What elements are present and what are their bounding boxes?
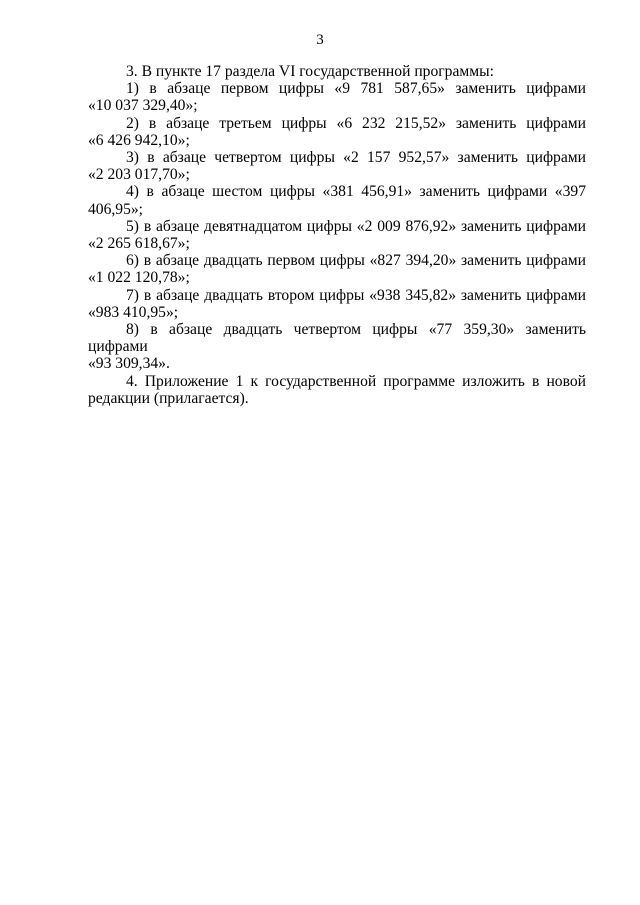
subitem-5-continuation (88, 235, 586, 252)
paragraph-line: «1 022 120,78»; (88, 269, 190, 287)
paragraph-line: 4. Приложение 1 к государственной программе изложить в новой (126, 372, 586, 390)
subitem-1-continuation (88, 97, 586, 114)
paragraph-item-3-intro (88, 63, 586, 80)
paragraph-line: 1) в абзаце первом цифры «9 781 587,65» заменить цифрами (126, 80, 586, 98)
paragraph-item-4 (88, 373, 586, 390)
paragraph-line: «2 203 017,70»; (88, 166, 190, 184)
paragraph-line: 4) в абзаце шестом цифры «381 456,91» заменить цифрами «397 406,95»; (88, 183, 586, 218)
paragraph-line: 3. В пункте 17 раздела VI государственной программы: (126, 63, 494, 80)
subitem-5 (88, 218, 586, 235)
paragraph-line: 3) в абзаце четвертом цифры «2 157 952,57» заменить цифрами (126, 149, 586, 167)
paragraph-line: «2 265 618,67»; (88, 235, 190, 253)
document-body (88, 63, 586, 407)
subitem-8 (88, 321, 586, 355)
subitem-3-continuation (88, 166, 586, 183)
subitem-6 (88, 252, 586, 269)
paragraph-line: 5) в абзаце девятнадцатом цифры «2 009 876,92» заменить цифрами (126, 217, 586, 235)
page-number: 3 (316, 32, 324, 48)
subitem-7 (88, 287, 586, 304)
paragraph-line: 6) в абзаце двадцать первом цифры «827 394,20» заменить цифрами (126, 252, 586, 270)
paragraph-item-4-continuation (88, 390, 586, 407)
subitem-1 (88, 80, 586, 97)
subitem-3 (88, 149, 586, 166)
subitem-6-continuation (88, 269, 586, 286)
paragraph-line: «983 410,95»; (88, 303, 179, 321)
subitem-4 (88, 183, 586, 217)
paragraph-line: «10 037 329,40»; (88, 97, 198, 115)
paragraph-line: 8) в абзаце двадцать четвертом цифры «77 359,30» заменить цифрами (88, 321, 586, 356)
paragraph-line: «6 426 942,10»; (88, 131, 190, 149)
subitem-2 (88, 115, 586, 132)
subitem-8-continuation (88, 355, 586, 372)
subitem-7-continuation (88, 304, 586, 321)
paragraph-line: редакции (прилагается). (88, 389, 249, 407)
subitem-2-continuation (88, 132, 586, 149)
paragraph-line: «93 309,34». (88, 355, 170, 373)
paragraph-line: 2) в абзаце третьем цифры «6 232 215,52» заменить цифрами (126, 114, 586, 132)
paragraph-line: 7) в абзаце двадцать втором цифры «938 345,82» заменить цифрами (126, 286, 586, 304)
